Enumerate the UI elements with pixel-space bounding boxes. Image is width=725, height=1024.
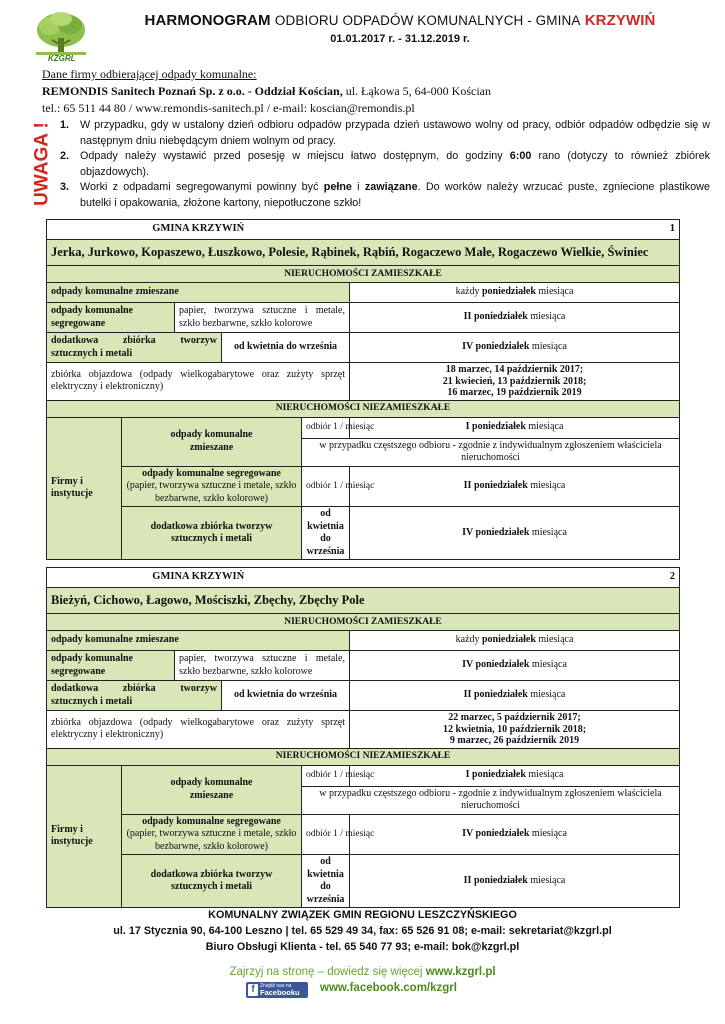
nonresidential-header: NIERUCHOMOŚCI NIEZAMIESZKAŁE [47,400,680,417]
table-row [47,814,680,855]
note-text: . Do worków należy wrzucać puste, zgniecione plastikowe butelki i opakowania, złożone kartony, niepotłuczone szkło! [80,181,710,209]
nr-segregated-title: odpady komunalne segregowane [142,467,281,479]
company-line [42,83,702,100]
note-text: rano (dotyczy to również zbiórek objazdowych). [80,150,710,178]
company-address: ul. Łąkowa 5, 64-000 Kościan [345,84,492,98]
cell-text: miesiąca [535,634,574,646]
cell-text: miesiąca [529,828,567,839]
segregated-waste-day [350,303,680,333]
plastics-period: od kwietnia do września [222,333,350,363]
schedule-places: Bieżyń, Cichowo, Łagowo, Mościszki, Zbęchy, Zbęchy Pole [47,588,680,614]
cell-text: IV poniedziałek [462,526,530,538]
table-row [47,266,680,283]
table-row [47,681,680,711]
cell-text: poniedziałek [482,286,536,298]
document-header [120,12,680,45]
website-link[interactable]: www.kzgrl.pl [425,966,496,978]
company-info [42,66,702,117]
segregated-waste-desc: papier, tworzywa sztuczne i metale, szkło bezbarwne, szkło kolorowe [175,303,350,333]
nr-segregated-day [350,814,680,855]
footer-address: ul. 17 Stycznia 90, 64-100 Leszno | tel. 65 529 49 34, fax: 65 526 91 08; e-mail: sekretariat@kzgrl.pl [113,925,612,937]
cell-text: miesiąca [529,341,567,353]
note-text: i [351,181,365,193]
note-text: Odpady należy wystawić przed posesję w miejscu łatwo dostępnym, do godziny [80,150,510,162]
note-text: Worki z odpadami segregowanymi powinny być [80,181,324,193]
cell-text: miesiąca [527,874,566,886]
nr-mixed-freq: odbiór 1 / miesiąc [302,417,350,438]
logo-text: KZGRL [48,54,76,63]
cell-text: miesiąca [535,286,574,298]
plastics-day [350,681,680,711]
table-row [47,855,680,908]
cell-text: miesiąca [525,769,564,781]
footer-office: Biuro Obsługi Klienta - tel. 65 540 77 93; e-mail: bok@kzgrl.pl [205,941,520,953]
cell-text: miesiąca [527,689,566,701]
cell-text: I poniedziałek [465,769,526,781]
schedule-title: GMINA KRZYWIŃ [47,220,350,240]
facebook-icon: f [248,984,258,996]
facebook-link[interactable]: www.facebook.com/kzgrl [320,982,457,994]
table-row [47,711,680,749]
company-name: REMONDIS Sanitech Poznań Sp. z o.o. - Oddział Kościan, [42,84,343,98]
nr-plastics-day [350,507,680,560]
table-row [47,588,680,614]
cell-text: II poniedziałek [463,311,528,323]
cell-text: IV poniedziałek [462,341,530,353]
cell-text: II poniedziałek [463,874,528,886]
nr-frequent-note: w przypadku częstszego odbioru - zgodnie z indywidualnym zgłoszeniem właściciela nieruchomości [302,438,680,466]
bulky-date: 18 marzec, 14 październik 2017; [445,364,584,375]
cell-text: każdy [455,634,482,646]
bulky-date: 9 marzec, 26 październik 2019 [449,735,580,746]
bulky-waste-label: zbiórka objazdowa (odpady wielkogabarytowe oraz zużyty sprzęt elektryczny i elektroniczny) [47,711,350,749]
nr-mixed-freq: odbiór 1 / miesiąc [302,765,350,786]
nr-mixed-label: odpady komunalne zmieszane [122,417,302,466]
document-period: 01.01.2017 r. - 31.12.2019 r. [330,33,470,45]
nr-segregated-desc: (papier, tworzywa sztuczne i metale, szkło bezbarwne, szkło kolorowe) [126,480,297,504]
nr-mixed-label: odpady komunalne zmieszane [122,765,302,814]
schedule-title: GMINA KRZYWIŃ [47,568,350,588]
table-row [47,240,680,266]
residential-header: NIERUCHOMOŚCI ZAMIESZKAŁE [47,266,680,283]
table-row [47,765,680,786]
schedule-title-row [47,220,680,240]
mixed-waste-day [350,631,680,651]
schedule-number: 2 [350,568,680,588]
residential-header: NIERUCHOMOŚCI ZAMIESZKAŁE [47,614,680,631]
footer-org: KOMUNALNY ZWIĄZEK GMIN REGIONU LESZCZYŃSKIEGO [208,909,517,921]
schedule-table-2 [46,567,680,908]
cell-text: II poniedziałek [463,689,528,701]
nr-plastics-label: dodatkowa zbiórka tworzyw sztucznych i metali [122,507,302,560]
company-label: Dane firmy odbierającej odpady komunalne: [42,67,257,81]
table-row [47,363,680,401]
table-row [47,333,680,363]
facebook-small-text: Znajdź nas na [260,983,292,989]
nr-segregated-title: odpady komunalne segregowane [142,815,281,827]
note-number: 3. [60,181,70,193]
plastics-period: od kwietnia do września [222,681,350,711]
note-bold: pełne [323,181,352,193]
bulky-date: 16 marzec, 19 październik 2019 [447,387,582,398]
cell-text: poniedziałek [482,634,536,646]
join-line [0,966,725,978]
nr-segregated-freq: odbiór 1 / miesiąc [302,814,350,855]
facebook-badge[interactable] [246,982,308,998]
table-row [47,507,680,560]
table-row [47,417,680,438]
note-item [54,149,710,180]
table-row [47,631,680,651]
cell-text: miesiąca [527,311,566,323]
mixed-waste-label: odpady komunalne zmieszane [47,283,350,303]
cell-text: miesiąca [527,480,566,491]
nr-frequent-note: w przypadku częstszego odbioru - zgodnie z indywidualnym zgłoszeniem właściciela nieruchomości [302,786,680,814]
title-municipality: KRZYWIŃ [584,12,656,29]
nonresidential-header: NIERUCHOMOŚCI NIEZAMIESZKAŁE [47,748,680,765]
nr-plastics-label: dodatkowa zbiórka tworzyw sztucznych i metali [122,855,302,908]
nr-segregated-day [350,466,680,507]
table-row [47,303,680,333]
bulky-date: 12 kwietnia, 10 październik 2018; [442,723,587,735]
note-bold: zawiązane [364,181,418,193]
nr-plastics-period: od kwietnia do września [302,507,350,560]
cell-text: IV poniedziałek [462,828,530,839]
segregated-waste-label: odpady komunalne segregowane [47,651,175,681]
bulky-waste-label: zbiórka objazdowa (odpady wielkogabarytowe oraz zużyty sprzęt elektryczny i elektroniczny) [47,363,350,401]
nr-segregated-label [122,466,302,507]
cell-text: każdy [455,286,482,298]
bulky-waste-dates [350,711,680,749]
uwaga-stamp [28,123,56,205]
nr-segregated-freq: odbiór 1 / miesiąc [302,466,350,507]
cell-text: miesiąca [525,421,564,433]
bulky-waste-dates [350,363,680,401]
nr-plastics-period: od kwietnia do września [302,855,350,908]
company-contact: tel.: 65 511 44 80 / www.remondis-sanitech.pl / e-mail: koscian@remondis.pl [42,101,415,115]
schedule-places: Jerka, Jurkowo, Kopaszewo, Łuszkowo, Polesie, Rąbinek, Rąbiń, Rogaczewo Małe, Rogaczewo Wielkie, Świniec [47,240,680,266]
plastics-day [350,333,680,363]
note-item [54,118,710,149]
mixed-waste-label: odpady komunalne zmieszane [47,631,350,651]
note-number: 1. [60,119,70,131]
title-mid: ODBIORU ODPADÓW KOMUNALNYCH - GMINA [274,13,581,28]
nr-plastics-day [350,855,680,908]
firms-label: Firmy i instytucje [47,417,122,560]
bulky-date: 21 kwiecień, 13 październik 2018; [442,375,587,387]
table-row [47,651,680,681]
cell-text: I poniedziałek [465,421,526,433]
table-row [47,400,680,417]
plastics-label: dodatkowa zbiórka tworzyw sztucznych i metali [47,681,222,711]
schedule-number: 1 [350,220,680,240]
cell-text: II poniedziałek [463,480,528,491]
note-bold: 6:00 [509,150,532,162]
segregated-waste-desc: papier, tworzywa sztuczne i metale, szkło bezbarwne, szkło kolorowe [175,651,350,681]
bulky-date: 22 marzec, 5 październik 2017; [448,712,581,723]
table-row [47,748,680,765]
firms-label: Firmy i instytucje [47,765,122,908]
table-row [47,466,680,507]
join-text: Zajrzyj na stronę – dowiedz się więcej [229,966,423,978]
cell-text: miesiąca [529,659,567,671]
note-item [54,180,710,211]
nr-mixed-day [350,765,680,786]
note-number: 2. [60,150,70,162]
cell-text: IV poniedziałek [462,659,530,671]
nr-segregated-label [122,814,302,855]
title-bold: HARMONOGRAM [144,12,271,29]
cell-text: miesiąca [529,526,567,538]
mixed-waste-day [350,283,680,303]
uwaga-text: UWAGA ! [31,123,53,205]
notes-list [54,118,710,211]
nr-segregated-desc: (papier, tworzywa sztuczne i metale, szkło bezbarwne, szkło kolorowe) [126,828,297,852]
segregated-waste-day [350,651,680,681]
schedule-table-1 [46,219,680,560]
document-title [120,12,680,29]
table-row [47,283,680,303]
schedule-title-row [47,568,680,588]
kzgrl-logo [26,8,96,68]
plastics-label: dodatkowa zbiórka tworzyw sztucznych i metali [47,333,222,363]
note-text: W przypadku, gdy w ustalony dzień odbioru odpadów przypada dzień ustawowo wolny od pracy, odbiór odpadów odbędzie się w następnym dniu niebędącym dniem wolnym od pracy. [80,119,710,147]
segregated-waste-label: odpady komunalne segregowane [47,303,175,333]
footer [0,907,725,955]
table-row [47,614,680,631]
facebook-label: Facebooku [260,988,300,997]
nr-mixed-day [350,417,680,438]
